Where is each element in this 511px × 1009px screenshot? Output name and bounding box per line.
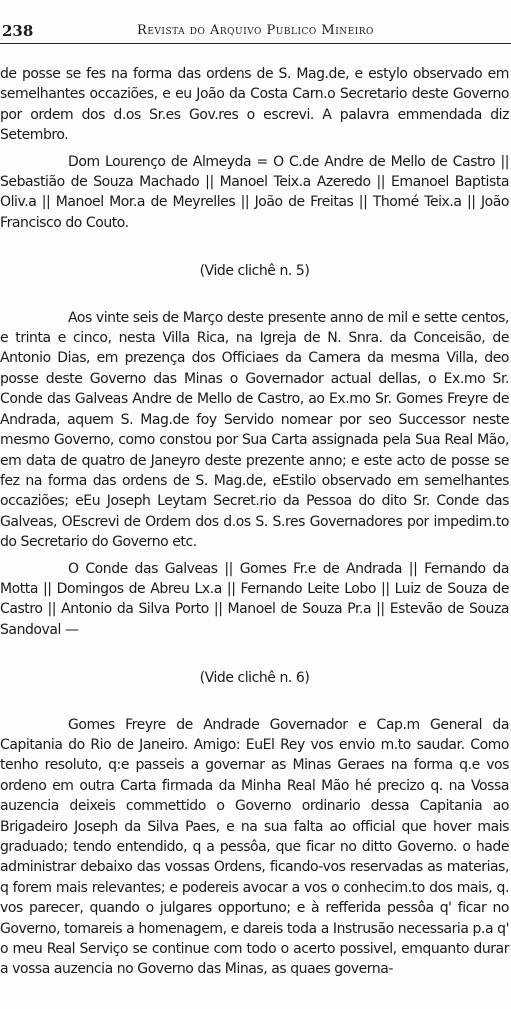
header-rule: [0, 43, 511, 44]
paragraph-royal-letter: Gomes Freyre de Andrade Governador e Cap.m General da Capitania do Rio de Janeiro. Amigo: EuEl Rey vos envio m.to saudar. Como tenho resoluto, q:e passeis a governar as Minas Geraes na forma q.e vos ordeno em outra Carta firmada da Minha Real Mão hé precizo q. na Vossa auzencia deixeis commettido o Governo ordinario dessa Capitania ao Brigadeiro Joseph da Silva Paes, e na sua falta ao official que hover mais graduado; tendo entendido, q a pessôa, que ficar no ditto Governo. o hade administrar debaixo das vossas Ordens, ficando-vos reservadas as materias, q forem mais relevantes; e podereis avocar a vos o conhecim.to dos mais, q. vos parecer, quando o julgares opportuno; e à refferida pessôa q' ficar no Governo, tomareis a homenagem, e dareis toda a Instrusão necessaria p.a q' o meu Real Serviço se continue com todo o acerto possivel, emquanto durar a vossa auzencia no Governo das Minas, as quaes governa-: [0, 716, 509, 978]
paragraph-posse-record: Aos vinte seis de Março deste presente anno de mil e sette centos, e trinta e cinco, nesta Villa Rica, na Igreja de N. Snra. da Conceisão, de Antonio Dias, em prezença dos Officiaes da Camera da mesma Villa, deo posse deste Governo das Minas o Governador actual dellas, o Ex.mo Sr. Conde das Galveas Andre de Mello de Castro, ao Ex.mo Sr. Gomes Freyre de Andrada, aquem S. Mag.de foy Servido nomear por seo Successor neste mesmo Governo, como constou por Sua Carta assignada pela Sua Real Mão, em data de quatro de Janeyro deste prezente anno; e este acto de posse se fez na forma das ordens de S. Mag.de, eEstilo observado em semelhantes occaziões; eEu Joseph Leytam Secret.rio da Pessoa do dito Sr. Conde das Galveas, OEscrevi de Ordem dos d.os S. S.res Governadores por impedim.to do Secretario do Governo etc.: [0, 309, 509, 551]
page-header: [0, 22, 511, 44]
paragraph-signatures-2: O Conde das Galveas || Gomes Fr.e de Andrada || Fernando da Motta || Domingos de Abreu Lx.a || Fernando Leite Lobo || Luiz de Souza de Castro || Antonio da Silva Porto || Manoel de Souza Pr.a || Estevão de Souza Sandoval —: [0, 560, 509, 638]
paragraph-signatures-1: Dom Lourenço de Almeyda = O C.de Andre de Mello de Castro || Sebastião de Souza Machado || Manoel Teix.a Azeredo || Emanoel Baptista Oliv.a || Manoel Mor.a de Meyrelles || João de Freitas || Thomé Teix.a || João Francisco do Couto.: [0, 153, 509, 231]
page-number: 238: [2, 22, 34, 40]
cliche-reference-5: (Vide clichê n. 5): [199, 263, 310, 280]
running-title: Revista do Arquivo Publico Mineiro: [137, 23, 374, 38]
cliche-reference-6: (Vide clichê n. 6): [199, 670, 310, 687]
page-body: [0, 64, 509, 980]
paragraph-closing-record: de posse se fes na forma das ordens de S. Mag.de, e estylo observado em semelhantes occaziões, e eu João da Costa Carn.o Secretario deste Governo por ordem dos d.os Sr.es Gov.res o escrevi. A palavra emmendada diz Setembro.: [0, 66, 509, 144]
